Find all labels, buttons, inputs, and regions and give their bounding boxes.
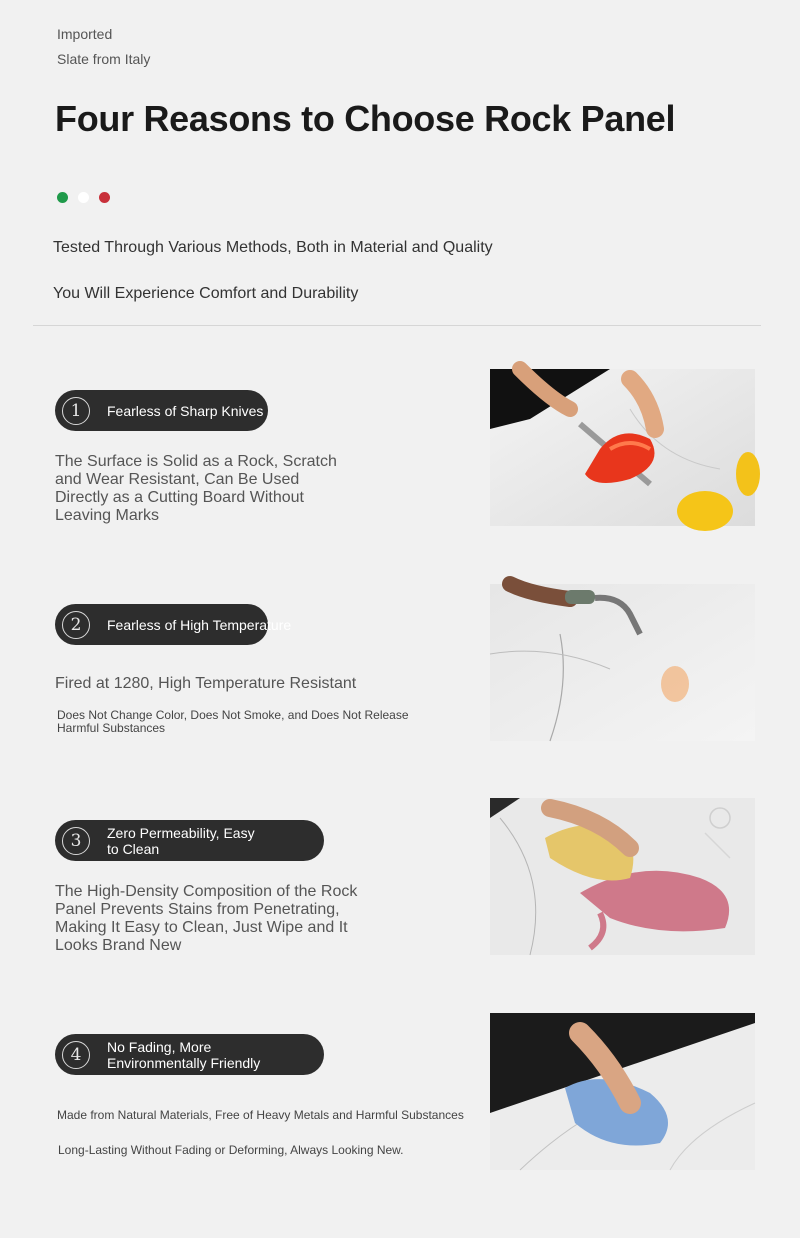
label-line: Zero Permeability, Easy [107, 824, 255, 841]
number-circle-icon: 1 [62, 397, 90, 425]
feature-label: Fearless of High Temperature [107, 616, 292, 633]
tagline-quality: Tested Through Various Methods, Both in Material and Quality [53, 239, 493, 256]
origin-text [57, 22, 150, 72]
feature-pill-2 [55, 604, 292, 645]
number-circle-icon: 4 [62, 1041, 90, 1069]
number-circle-icon: 3 [62, 827, 90, 855]
desc-line: Panel Prevents Stains from Penetrating, [55, 901, 340, 918]
feature-detail-materials: Made from Natural Materials, Free of Heavy Metals and Harmful Substances [57, 1108, 464, 1122]
desc-line: Leaving Marks [55, 507, 160, 524]
page-title: Four Reasons to Choose Rock Panel [55, 98, 676, 139]
desc-line: The Surface is Solid as a Rock, Scratch [55, 453, 337, 470]
feature-detail-lasting: Long-Lasting Without Fading or Deforming, Always Looking New. [58, 1143, 404, 1157]
feature-description [55, 453, 337, 525]
header-divider [33, 325, 761, 326]
label-line: to Clean [107, 840, 160, 857]
feature-description: Fired at 1280, High Temperature Resistant [55, 675, 357, 692]
number-circle-icon: 2 [62, 611, 90, 639]
feature-pill-4 [55, 1034, 324, 1075]
wiping-cloth-slate-photo [490, 1013, 755, 1170]
feature-label: Fearless of Sharp Knives [107, 402, 264, 419]
desc-line: Looks Brand New [55, 937, 182, 954]
desc-line: and Wear Resistant, Can Be Used [55, 471, 300, 488]
origin-line-1: Imported [57, 26, 113, 42]
feature-pill-1 [55, 390, 268, 431]
knife-cutting-pepper-photo [490, 369, 755, 526]
red-dot [99, 192, 110, 203]
desc-line: Making It Easy to Clean, Just Wipe and It [55, 919, 348, 936]
detail-line: Harmful Substances [57, 721, 166, 735]
detail-line: Does Not Change Color, Does Not Smoke, and Does Not Release [57, 708, 409, 722]
italian-flag-dots [57, 192, 110, 203]
label-line: No Fading, More [107, 1038, 212, 1055]
feature-label [107, 825, 255, 857]
wiping-wine-spill-photo [490, 798, 755, 955]
feature-pill-3 [55, 820, 324, 861]
feature-detail [57, 709, 409, 735]
origin-line-2: Slate from Italy [57, 51, 151, 67]
desc-line: The High-Density Composition of the Rock [55, 883, 358, 900]
label-line: Environmentally Friendly [107, 1054, 261, 1071]
feature-description [55, 883, 357, 955]
tagline-comfort: You Will Experience Comfort and Durability [53, 285, 359, 302]
green-dot [57, 192, 68, 203]
desc-line: Directly as a Cutting Board Without [55, 489, 304, 506]
white-dot [78, 192, 89, 203]
feature-label [107, 1039, 260, 1071]
blowtorch-on-slate-photo [490, 584, 755, 741]
